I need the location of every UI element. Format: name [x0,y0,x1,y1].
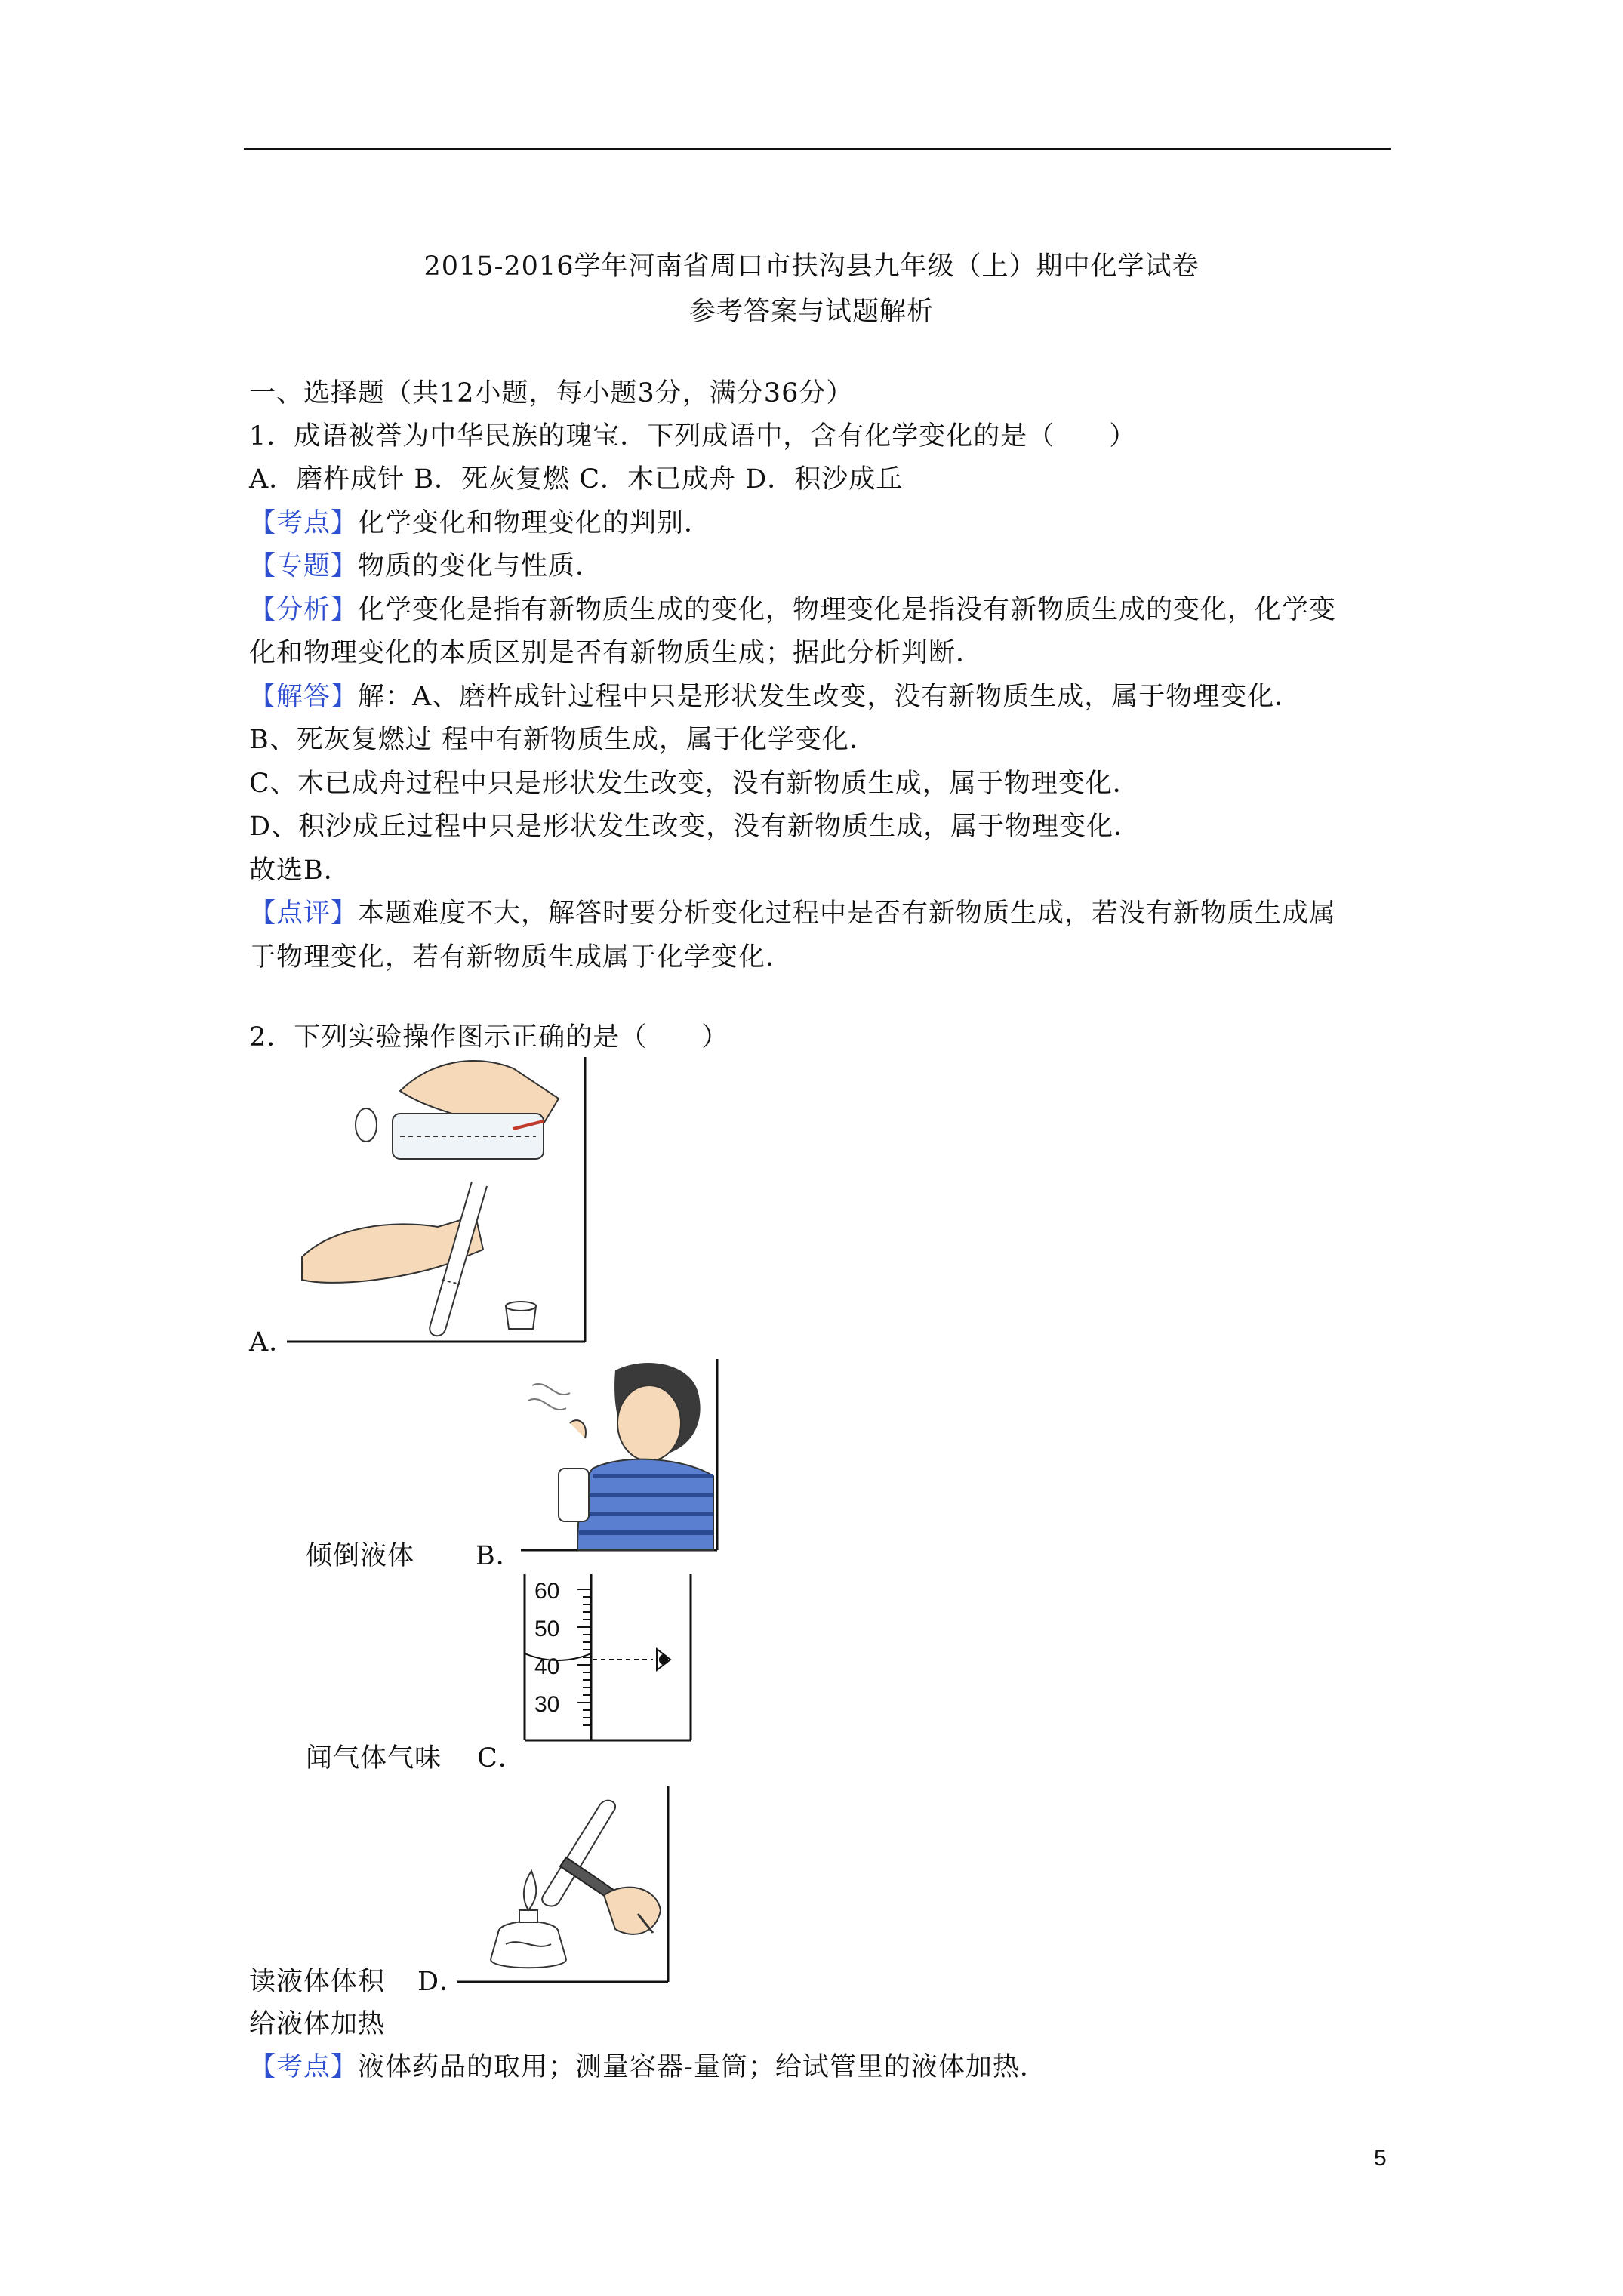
q1-fenxi-tag: 【分析】 [249,595,359,625]
figure-a-pour-liquid [287,1053,589,1348]
q1-jieda [249,676,1301,713]
q1-dianping-cont: 于物理变化，若有新物质生成属于化学变化． [249,942,793,972]
q1-kaodian [249,502,711,540]
q2-label-a: A． [249,1327,297,1358]
q1-dianping [249,892,1336,930]
section-heading: 一、选择题（共12小题，每小题3分，满分36分） [249,378,854,408]
q1-fenxi-cont: 化和物理变化的本质区别是否有新物质生成；据此分析判断． [249,638,984,668]
q1-dianping-tag: 【点评】 [249,898,359,929]
q2-label-b: B． [476,1541,523,1571]
q1-kaodian-text: 化学变化和物理变化的判别． [358,508,712,538]
figure-c-graduated-cylinder [521,1570,694,1744]
cylinder-tick-40: 40 [534,1654,560,1679]
q2-label-d: D． [417,1967,467,1997]
q2-caption-d: 给液体加热 [249,2009,386,2039]
header-rule [244,148,1391,150]
cylinder-tick-50: 50 [534,1616,560,1641]
q1-fenxi [249,589,1336,627]
figure-d-heat-test-tube [453,1782,672,1986]
q1-dianping-text: 本题难度不大，解答时要分析变化过程中是否有新物质生成，若没有新物质生成属 [358,898,1337,929]
q2-stem: 2．下列实验操作图示正确的是（ ） [249,1022,729,1052]
q1-stem: 1．成语被誉为中华民族的瑰宝．下列成语中，含有化学变化的是（ ） [249,421,1137,451]
q1-fenxi-text: 化学变化是指有新物质生成的变化，物理变化是指没有新物质生成的变化，化学变 [358,595,1337,625]
q1-answer: 故选B． [249,855,351,886]
page-number: 5 [1374,2146,1387,2171]
q1-zhuanti-tag: 【专题】 [249,551,359,581]
cylinder-tick-30: 30 [534,1692,560,1717]
q1-zhuanti [249,545,602,583]
q2-caption-b: 闻气体气味 [306,1743,442,1774]
q2-kaodian [249,2046,1047,2084]
paper-subtitle: 参考答案与试题解析 [688,297,934,327]
q1-zhuanti-text: 物质的变化与性质． [358,551,603,581]
q1-jieda-b: B、死灰复燃过 程中有新物质生成，属于化学变化． [249,725,876,755]
q1-jieda-d: D、积沙成丘过程中只是形状发生改变，没有新物质生成，属于物理变化． [249,812,1141,842]
q1-jieda-c: C、木已成舟过程中只是形状发生改变，没有新物质生成，属于物理变化． [249,769,1140,799]
q2-caption-a: 倾倒液体 [306,1541,415,1571]
q1-kaodian-tag: 【考点】 [249,508,359,538]
q2-kaodian-tag: 【考点】 [249,2052,359,2082]
cylinder-tick-60: 60 [534,1579,560,1604]
q1-options: A．磨杵成针 B．死灰复燃 C．木已成舟 D．积沙成丘 [249,464,904,495]
q2-kaodian-text: 液体药品的取用；测量容器-量筒；给试管里的液体加热． [358,2052,1047,2082]
q2-label-c: C． [477,1743,525,1774]
q2-caption-c: 读液体体积 [249,1967,386,1997]
figure-b-smell-gas [517,1355,721,1553]
paper-title: 2015-2016学年河南省周口市扶沟县九年级（上）期中化学试卷 [423,251,1200,282]
q1-jieda-tag: 【解答】 [249,682,359,712]
q1-jieda-text: 解：A、磨杵成针过程中只是形状发生改变，没有新物质生成，属于物理变化． [358,682,1302,712]
